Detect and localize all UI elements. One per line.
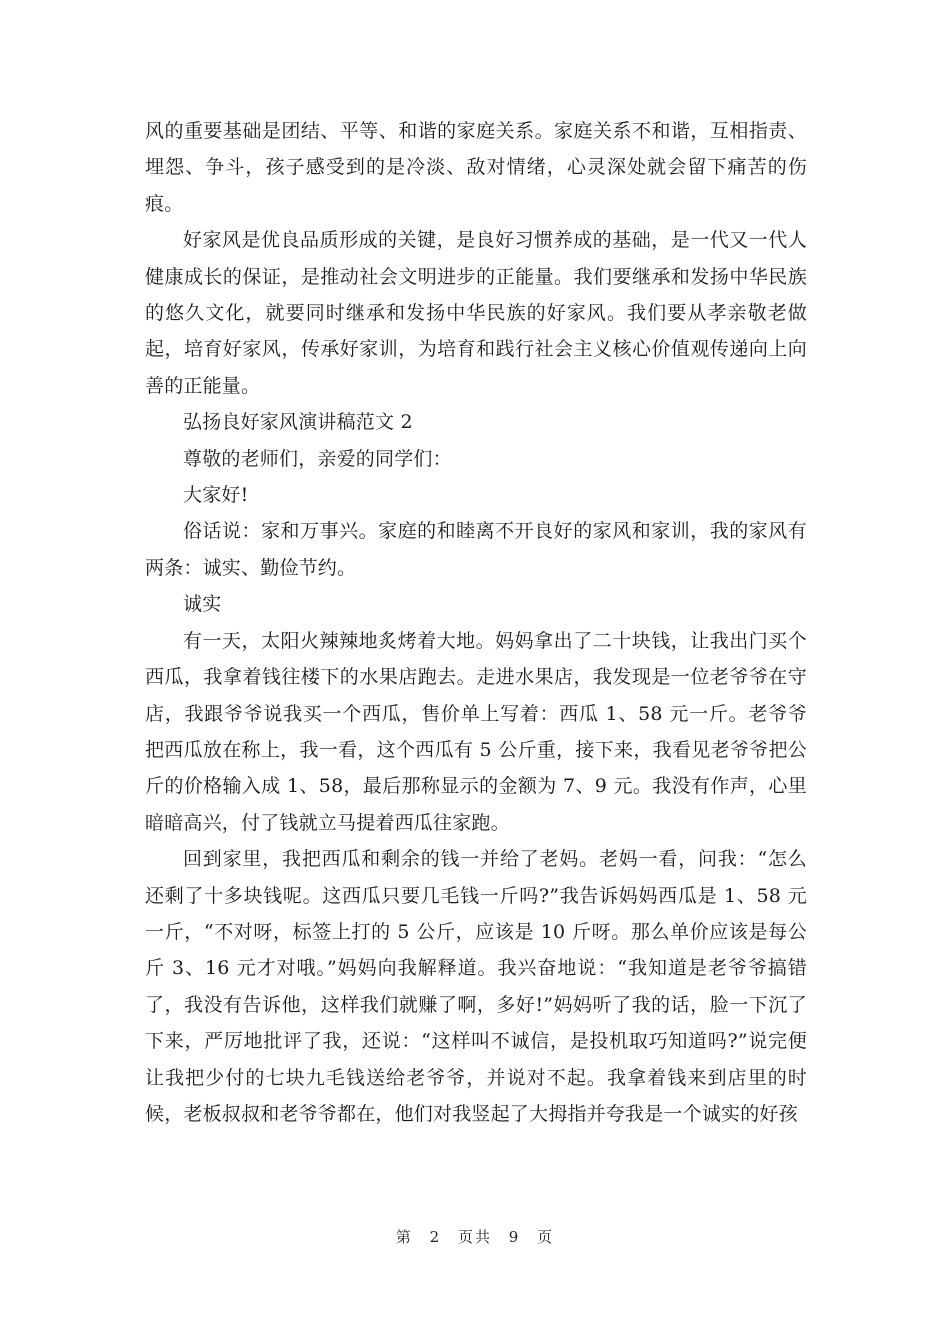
total-pages-number: 9	[508, 1228, 521, 1246]
footer-prefix: 第	[395, 1228, 413, 1246]
paragraph: 回到家里，我把西瓜和剩余的钱一并给了老妈。老妈一看，问我：“怎么还剩了十多块钱呢。这西瓜只要几毛钱一斤吗?”我告诉妈妈西瓜是 1、58 元一斤，“不对呀，标签上打的 5 公斤，应该是 10 斤呀。那么单价应该是每公斤 3、16 元才对哦。”妈妈向我解释道。我兴奋地说：“我知道是老爷爷搞错了，我没有告诉他，这样我们就赚了啊，多好!”妈妈听了我的话，脸一下沉了下来，严厉地批评了我，还说：“这样叫不诚信，是投机取巧知道吗?”说完便让我把少付的七块九毛钱送给老爷爷，并说对不起。我拿着钱来到店里的时候，老板叔叔和老爷爷都在，他们对我竖起了大拇指并夸我是一个诚实的好孩	[145, 848, 807, 1125]
paragraph: 有一天，太阳火辣辣地炙烤着大地。妈妈拿出了二十块钱，让我出门买个西瓜，我拿着钱往楼下的水果店跑去。走进水果店，我发现是一位老爷爷在守店，我跟爷爷说我买一个西瓜，售价单上写着：西瓜 1、58 元一斤。老爷爷把西瓜放在称上，我一看，这个西瓜有 5 公斤重，接下来，我看见老爷爷把公斤的价格输入成 1、58，最后那称显示的金额为 7、9 元。我没有作声，心里暗暗高兴，付了钱就立马提着西瓜往家跑。	[145, 629, 807, 834]
footer-suffix: 页	[537, 1228, 555, 1246]
current-page-number: 2	[429, 1228, 442, 1246]
paragraph: 好家风是优良品质形成的关键，是良好习惯养成的基础，是一代又一代人健康成长的保证，是推动社会文明进步的正能量。我们要继承和发扬中华民族的悠久文化，就要同时继承和发扬中华民族的好家风。我们要从孝亲敬老做起，培育好家风，传承好家训，为培育和践行社会主义核心价值观传递向上向善的正能量。	[145, 229, 807, 397]
footer-middle: 页共	[457, 1228, 492, 1246]
greeting: 大家好!	[183, 484, 249, 507]
page-footer	[0, 1226, 950, 1247]
paragraph: 风的重要基础是团结、平等、和谐的家庭关系。家庭关系不和谐，互相指责、埋怨、争斗，孩子感受到的是冷淡、敌对情绪，心灵深处就会留下痛苦的伤痕。	[145, 120, 807, 215]
paragraph: 俗话说：家和万事兴。家庭的和睦离不开良好的家风和家训，我的家风有两条：诚实、勤俭节约。	[145, 520, 807, 579]
salutation: 尊敬的老师们，亲爱的同学们：	[183, 447, 452, 470]
section-title: 弘扬良好家风演讲稿范文 2	[183, 411, 413, 434]
subheading: 诚实	[183, 593, 222, 616]
document-body	[145, 113, 807, 1132]
